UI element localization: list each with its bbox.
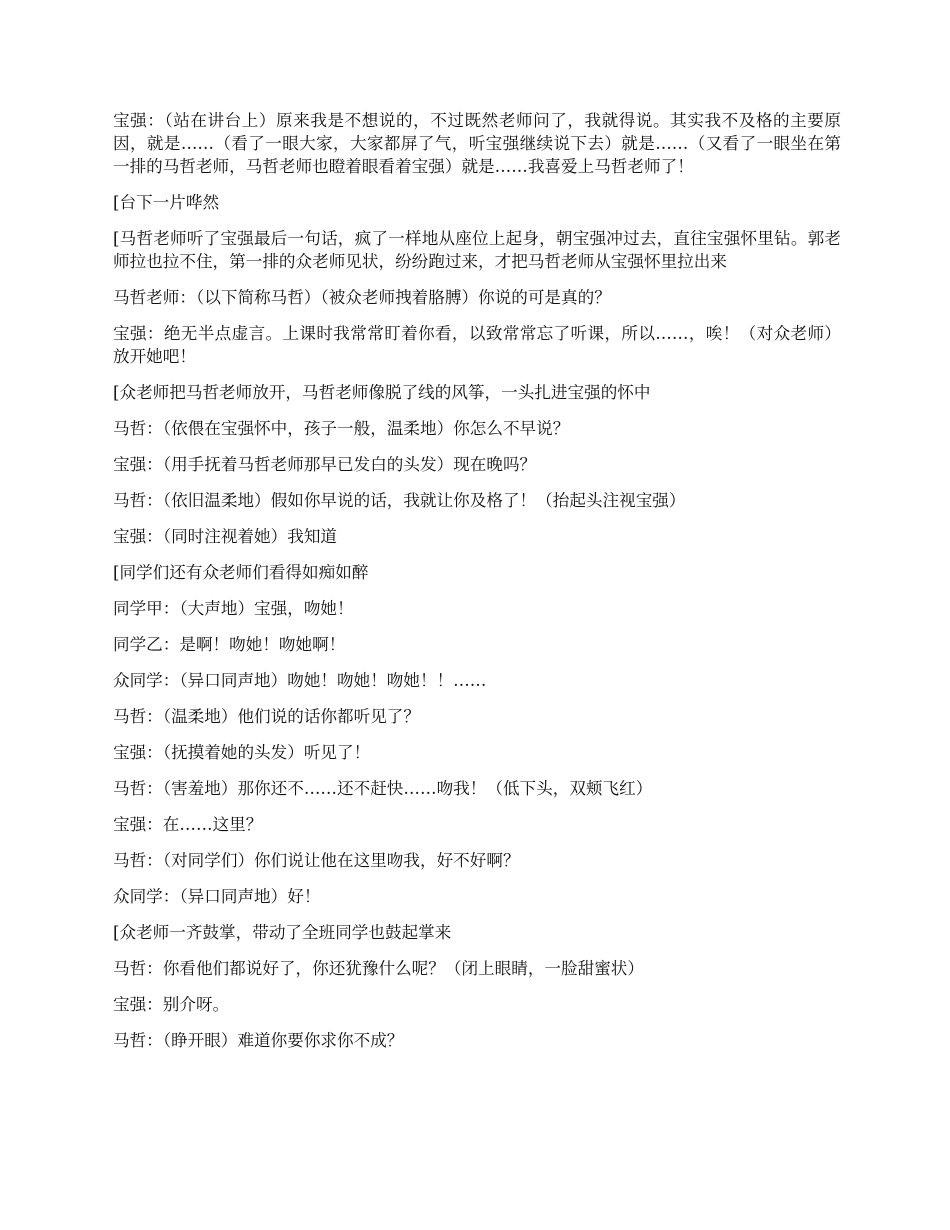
dialogue-paragraph: 宝强：（同时注视着她）我知道: [113, 527, 338, 546]
dialogue-paragraph: 宝强：（抚摸着她的头发）听见了！: [113, 743, 371, 762]
dialogue-paragraph: 宝强：（用手抚着马哲老师那早已发白的头发）现在晚吗？: [113, 455, 537, 474]
stage-direction: [同学们还有众老师们看得如痴如醉: [113, 563, 369, 582]
dialogue-paragraph: 马哲：（依旧温柔地）假如你早说的话，我就让你及格了！（抬起头注视宝强）: [113, 491, 686, 510]
dialogue-paragraph: 众同学：（异口同声地）吻她！吻她！吻她！！……: [113, 671, 487, 690]
stage-direction: [众老师一齐鼓掌，带动了全班同学也鼓起掌来: [113, 923, 452, 942]
dialogue-paragraph: 宝强：（站在讲台上）原来我是不想说的，不过既然老师问了，我就得说。其实我不及格的主要原因，就是……（看了一眼大家，大家都屏了气，听宝强继续说下去）就是……（又看了一眼坐在第一排的马哲老师，马哲老师也瞪着眼看着宝强）就是……我喜爱上马哲老师了！: [113, 111, 841, 176]
dialogue-paragraph: 马哲：（害羞地）那你还不……还不赶快……吻我！（低下头，双颊飞红）: [113, 779, 653, 798]
dialogue-paragraph: 宝强：在……这里？: [113, 815, 263, 834]
dialogue-paragraph: 马哲：你看他们都说好了，你还犹豫什么呢？（闭上眼睛，一脸甜蜜状）: [113, 959, 644, 978]
dialogue-paragraph: 宝强：别介呀。: [113, 995, 230, 1014]
dialogue-paragraph: 马哲：（依偎在宝强怀中，孩子一般，温柔地）你怎么不早说？: [113, 419, 570, 438]
dialogue-paragraph: 马哲老师：（以下简称马哲）（被众老师拽着胳膊）你说的可是真的？: [113, 288, 611, 307]
dialogue-paragraph: 马哲：（睁开眼）难道你要你求你不成？: [113, 1031, 404, 1050]
stage-direction: [众老师把马哲老师放开，马哲老师像脱了线的风筝，一头扎进宝强的怀中: [113, 383, 651, 402]
dialogue-paragraph: 同学甲：（大声地）宝强，吻她！: [113, 599, 354, 618]
dialogue-paragraph: 宝强：绝无半点虚言。上课时我常常盯着你看，以致常常忘了听课，所以……，唉！（对众老师）放开她吧！: [113, 324, 841, 366]
dialogue-paragraph: 马哲：（温柔地）他们说的话你都听见了？: [113, 707, 420, 726]
stage-direction: [台下一片哗然: [113, 193, 220, 212]
dialogue-paragraph: 同学乙：是啊！吻她！吻她啊！: [113, 635, 346, 654]
dialogue-paragraph: 众同学：（异口同声地）好！: [113, 887, 321, 906]
stage-direction: [马哲老师听了宝强最后一句话，疯了一样地从座位上起身，朝宝强冲过去，直往宝强怀里钻。郭老师拉也拉不住，第一排的众老师见状，纷纷跑过来，才把马哲老师从宝强怀里拉出来: [113, 229, 841, 271]
document-body: [113, 109, 841, 1065]
dialogue-paragraph: 马哲：（对同学们）你们说让他在这里吻我，好不好啊？: [113, 851, 520, 870]
